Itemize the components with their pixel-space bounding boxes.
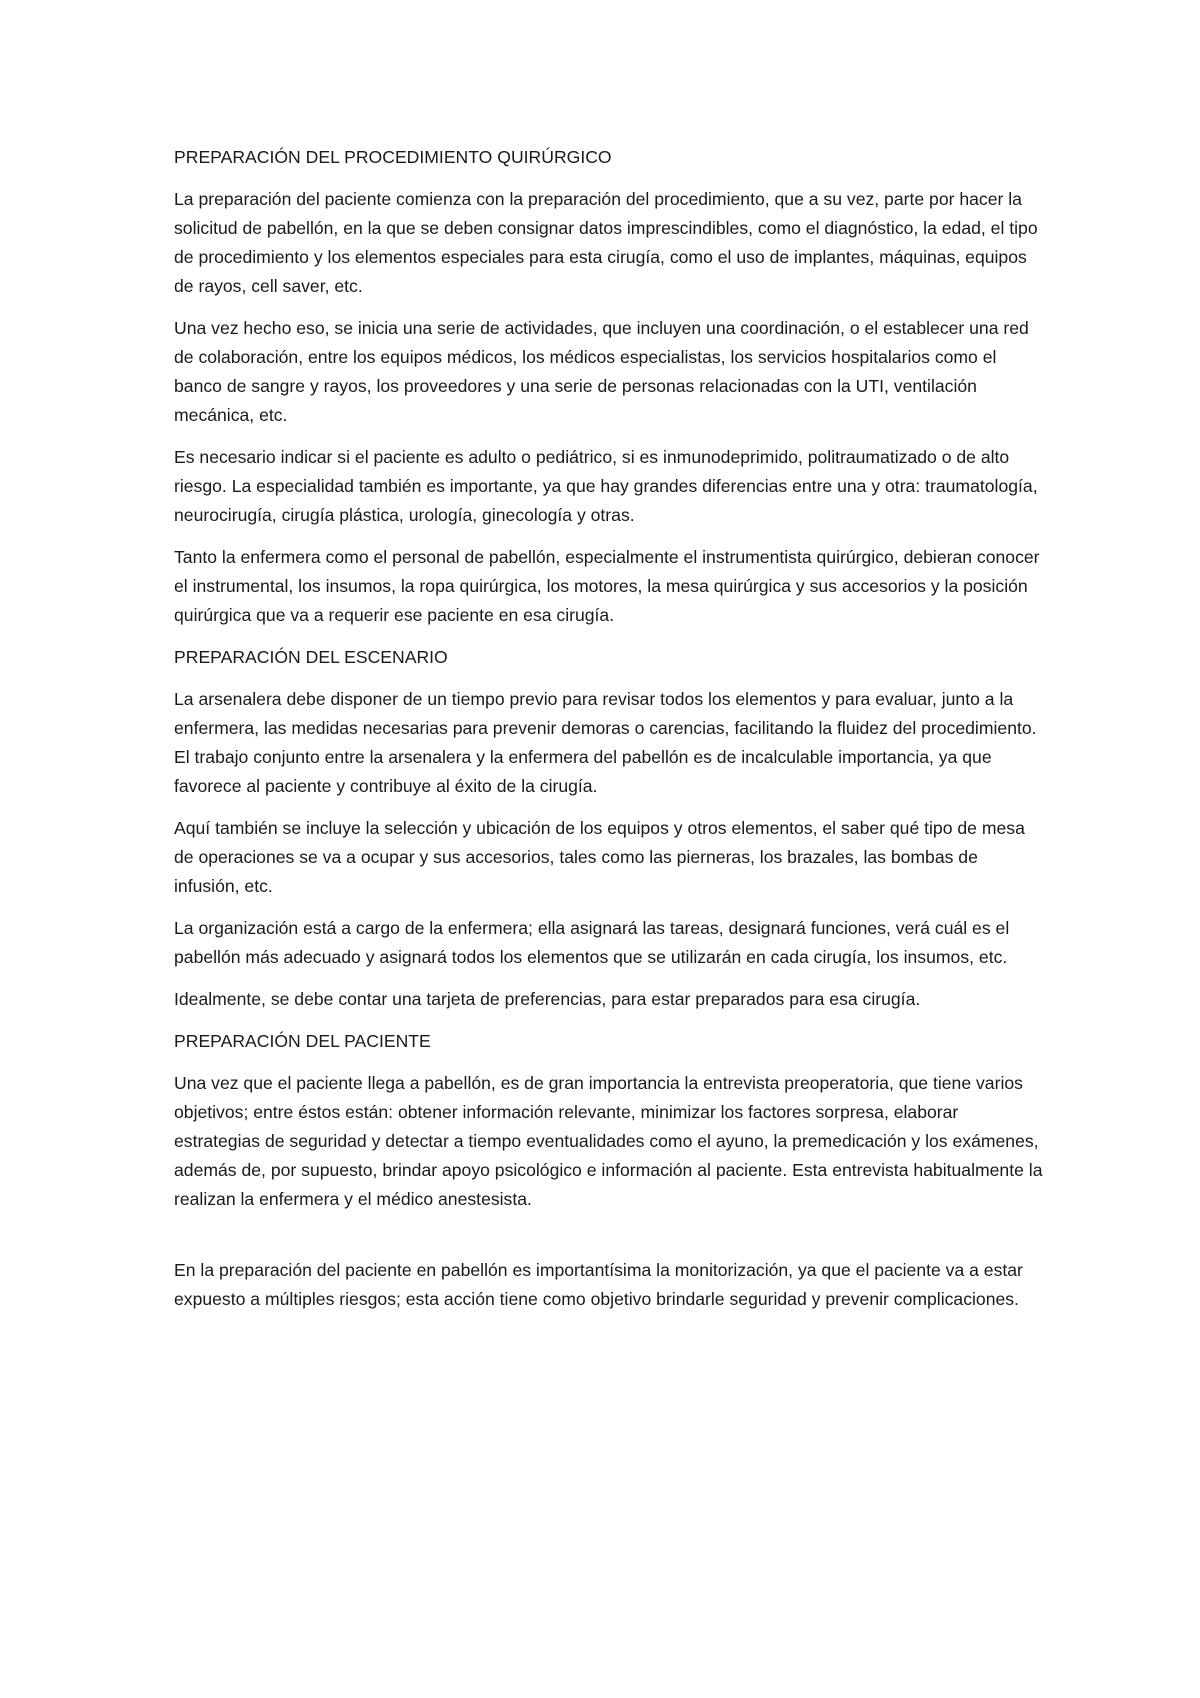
section-heading: PREPARACIÓN DEL PROCEDIMIENTO QUIRÚRGICO: [174, 147, 612, 167]
paragraph: La preparación del paciente comienza con la preparación del procedimiento, que a su vez, parte por hacer la solicitud de pabellón, en la que se deben consignar datos imprescindibles, como el diagnóstico, la edad, el tipo de procedimiento y los elementos especiales para esta cirugía, como el uso de implantes, máquinas, equipos de rayos, cell saver, etc.: [174, 189, 1038, 296]
paragraph: Es necesario indicar si el paciente es adulto o pediátrico, si es inmunodeprimido, politraumatizado o de alto riesgo. La especialidad también es importante, ya que hay grandes diferencias entre una y otra: traumatología, neurocirugía, cirugía plástica, urología, ginecología y otras.: [174, 447, 1038, 525]
blank-line: [174, 1227, 1044, 1256]
paragraph: La arsenalera debe disponer de un tiempo previo para revisar todos los elementos y para evaluar, junto a la enfermera, las medidas necesarias para prevenir demoras o carencias, facilitando la fluidez del procedimiento. El trabajo conjunto entre la arsenalera y la enfermera del pabellón es de incalculable importancia, ya que favorece al paciente y contribuye al éxito de la cirugía.: [174, 689, 1037, 796]
section-heading: PREPARACIÓN DEL ESCENARIO: [174, 647, 448, 667]
paragraph: En la preparación del paciente en pabellón es importantísima la monitorización, ya que el paciente va a estar expuesto a múltiples riesgos; esta acción tiene como objetivo brindarle seguridad y prevenir complicaciones.: [174, 1260, 1023, 1309]
section-escenario: [174, 643, 1044, 1014]
section-procedimiento: [174, 143, 1044, 630]
document-page: [174, 143, 1044, 1327]
paragraph: Una vez que el paciente llega a pabellón, es de gran importancia la entrevista preoperatoria, que tiene varios objetivos; entre éstos están: obtener información relevante, minimizar los factores sorpresa, elaborar estrategias de seguridad y detectar a tiempo eventualidades como el ayuno, la premedicación y los exámenes, además de, por supuesto, brindar apoyo psicológico e información al paciente. Esta entrevista habitualmente la realizan la enfermera y el médico anestesista.: [174, 1073, 1043, 1209]
section-paciente: [174, 1027, 1044, 1314]
paragraph: Aquí también se incluye la selección y ubicación de los equipos y otros elementos, el saber qué tipo de mesa de operaciones se va a ocupar y sus accesorios, tales como las pierneras, los brazales, las bombas de infusión, etc.: [174, 818, 1025, 896]
paragraph: Una vez hecho eso, se inicia una serie de actividades, que incluyen una coordinación, o el establecer una red de colaboración, entre los equipos médicos, los médicos especialistas, los servicios hospitalarios como el banco de sangre y rayos, los proveedores y una serie de personas relacionadas con la UTI, ventilación mecánica, etc.: [174, 318, 1029, 425]
paragraph: La organización está a cargo de la enfermera; ella asignará las tareas, designará funciones, verá cuál es el pabellón más adecuado y asignará todos los elementos que se utilizarán en cada cirugía, los insumos, etc.: [174, 918, 1010, 967]
paragraph: Tanto la enfermera como el personal de pabellón, especialmente el instrumentista quirúrgico, debieran conocer el instrumental, los insumos, la ropa quirúrgica, los motores, la mesa quirúrgica y sus accesorios y la posición quirúrgica que va a requerir ese paciente en esa cirugía.: [174, 547, 1040, 625]
section-heading: PREPARACIÓN DEL PACIENTE: [174, 1031, 431, 1051]
paragraph: Idealmente, se debe contar una tarjeta de preferencias, para estar preparados para esa cirugía.: [174, 989, 921, 1009]
